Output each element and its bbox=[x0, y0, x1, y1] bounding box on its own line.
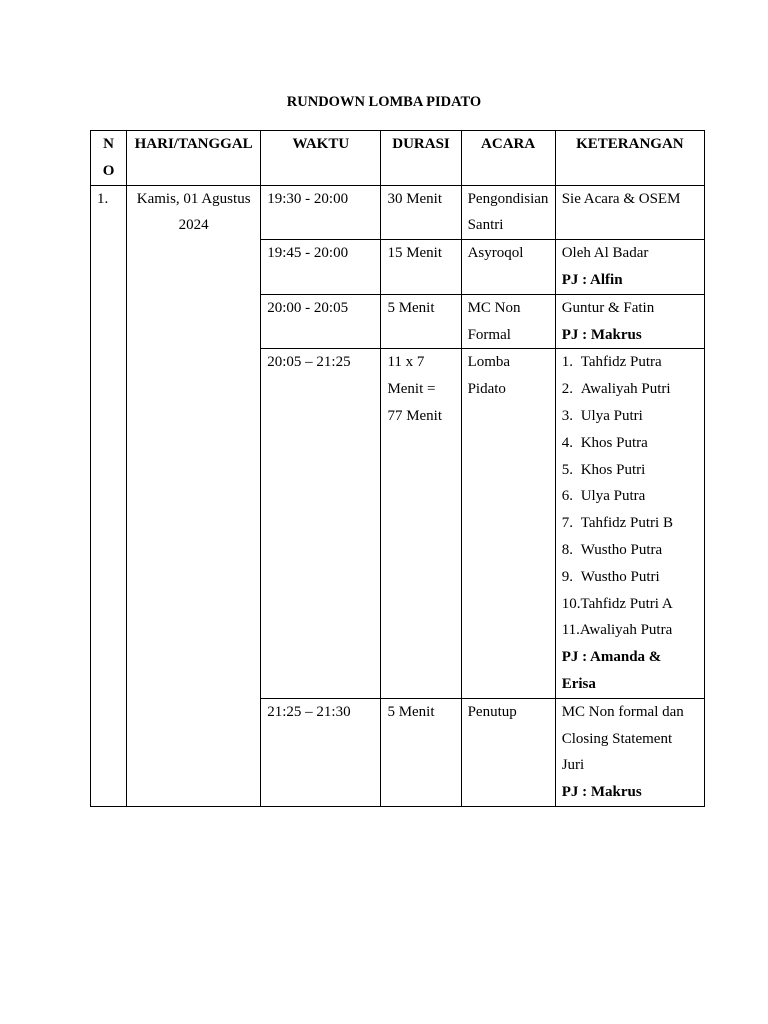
event-line: Pidato bbox=[467, 381, 506, 398]
event-cell bbox=[461, 185, 555, 240]
pj-line: PJ : Amanda & bbox=[561, 649, 662, 666]
list-item bbox=[562, 591, 698, 618]
list-item bbox=[562, 510, 698, 537]
list-item-text: Tahfidz Putra bbox=[580, 354, 662, 371]
event-line: Formal bbox=[467, 326, 511, 343]
duration-line: 77 Menit bbox=[387, 407, 443, 424]
list-item bbox=[562, 537, 698, 564]
event-cell bbox=[461, 294, 555, 349]
note-line: Closing Statement bbox=[561, 730, 673, 747]
list-item-number: 7. bbox=[561, 515, 573, 532]
list-item-text: Ulya Putri bbox=[580, 407, 643, 424]
header-duration: DURASI bbox=[381, 131, 461, 186]
list-item-number: 8. bbox=[561, 541, 573, 558]
table-row bbox=[91, 185, 705, 240]
pj-line: PJ : Alfin bbox=[561, 271, 623, 288]
notes-cell bbox=[555, 349, 704, 698]
list-item-text: Awaliyah Putra bbox=[579, 622, 673, 639]
list-item-text: Tahfidz Putri B bbox=[580, 515, 673, 532]
list-item-number: 11. bbox=[561, 622, 580, 639]
list-item-number: 10. bbox=[561, 595, 581, 612]
header-no bbox=[91, 131, 127, 186]
time-cell: 21:25 – 21:30 bbox=[261, 698, 381, 806]
notes-cell bbox=[555, 294, 704, 349]
time-cell: 20:00 - 20:05 bbox=[261, 294, 381, 349]
list-item-number: 2. bbox=[561, 381, 573, 398]
pj-line: Erisa bbox=[561, 675, 596, 692]
header-no-line1: N bbox=[103, 136, 114, 152]
list-item-text: Awaliyah Putri bbox=[580, 381, 671, 398]
list-item bbox=[562, 430, 698, 457]
event-cell bbox=[461, 349, 555, 698]
day-date-line2: 2024 bbox=[178, 217, 209, 234]
event-line: MC Non bbox=[467, 299, 521, 316]
notes-cell bbox=[555, 698, 704, 806]
row-number: 1. bbox=[91, 185, 127, 806]
list-item-text: Tahfidz Putri A bbox=[580, 595, 673, 612]
header-no-line2: O bbox=[102, 162, 115, 179]
note-line: MC Non formal dan bbox=[561, 703, 684, 720]
duration-cell: 30 Menit bbox=[381, 185, 461, 240]
note-line: Guntur & Fatin bbox=[561, 299, 655, 316]
rundown-table bbox=[90, 130, 705, 807]
participant-list bbox=[562, 349, 698, 644]
duration-cell bbox=[381, 349, 461, 698]
list-item-number: 1. bbox=[561, 354, 573, 371]
duration-line: Menit = bbox=[387, 381, 436, 398]
pj-line: PJ : Makrus bbox=[561, 784, 642, 801]
event-line: Santri bbox=[467, 217, 504, 234]
header-day: HARI/TANGGAL bbox=[127, 131, 261, 186]
event-line: Lomba bbox=[467, 354, 511, 371]
list-item bbox=[562, 617, 698, 644]
day-date-line1: Kamis, 01 Agustus bbox=[136, 190, 251, 207]
notes-cell: Sie Acara & OSEM bbox=[555, 185, 704, 240]
header-event: ACARA bbox=[461, 131, 555, 186]
list-item-number: 6. bbox=[561, 488, 573, 505]
notes-cell bbox=[555, 240, 704, 295]
list-item-number: 9. bbox=[561, 568, 573, 585]
duration-cell: 5 Menit bbox=[381, 294, 461, 349]
duration-line: 11 x 7 bbox=[387, 354, 425, 371]
event-line: Pengondisian bbox=[467, 190, 549, 207]
list-item bbox=[562, 457, 698, 484]
time-cell: 19:45 - 20:00 bbox=[261, 240, 381, 295]
list-item bbox=[562, 376, 698, 403]
list-item bbox=[562, 349, 698, 376]
list-item-number: 3. bbox=[561, 407, 573, 424]
note-line: Juri bbox=[561, 757, 585, 774]
list-item-number: 4. bbox=[561, 434, 573, 451]
header-time: WAKTU bbox=[261, 131, 381, 186]
list-item bbox=[562, 564, 698, 591]
list-item-text: Khos Putra bbox=[580, 434, 648, 451]
time-cell: 19:30 - 20:00 bbox=[261, 185, 381, 240]
list-item-number: 5. bbox=[561, 461, 573, 478]
day-date-cell bbox=[127, 185, 261, 806]
document-title: RUNDOWN LOMBA PIDATO bbox=[286, 94, 482, 110]
time-cell: 20:05 – 21:25 bbox=[261, 349, 381, 698]
pj-line: PJ : Makrus bbox=[561, 326, 642, 343]
list-item bbox=[562, 483, 698, 510]
list-item-text: Wustho Putri bbox=[580, 568, 660, 585]
list-item-text: Khos Putri bbox=[580, 461, 646, 478]
note-line: Oleh Al Badar bbox=[561, 245, 649, 262]
list-item bbox=[562, 403, 698, 430]
duration-cell: 5 Menit bbox=[381, 698, 461, 806]
event-cell: Penutup bbox=[461, 698, 555, 806]
header-notes: KETERANGAN bbox=[555, 131, 704, 186]
duration-cell: 15 Menit bbox=[381, 240, 461, 295]
table-header-row bbox=[91, 131, 705, 186]
list-item-text: Wustho Putra bbox=[580, 541, 663, 558]
list-item-text: Ulya Putra bbox=[580, 488, 646, 505]
event-cell: Asyroqol bbox=[461, 240, 555, 295]
